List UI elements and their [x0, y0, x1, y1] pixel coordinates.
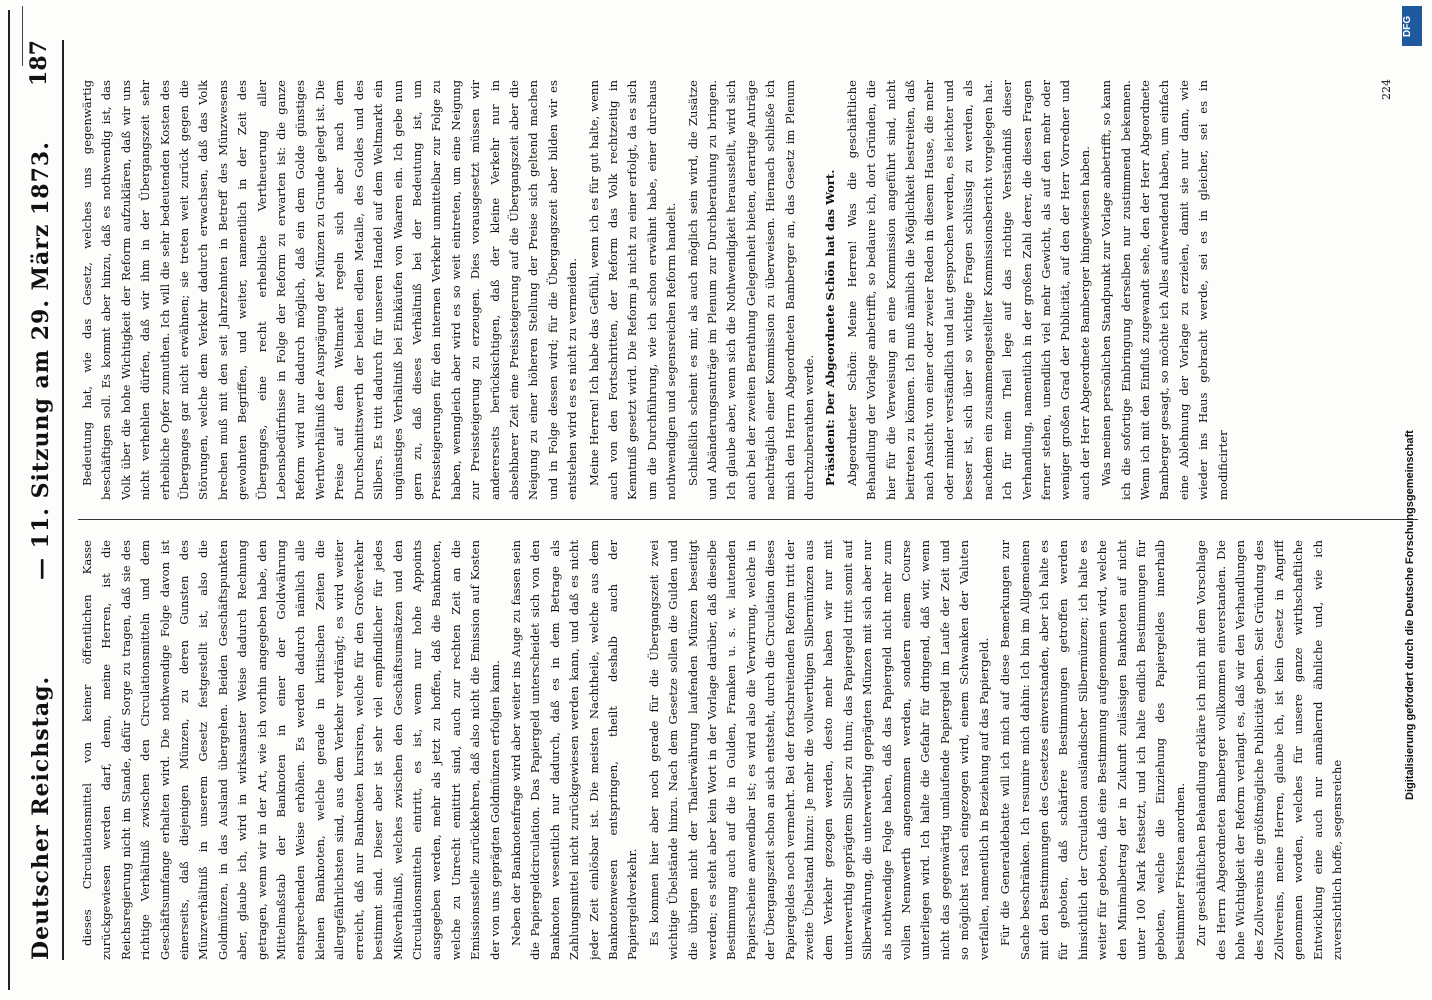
page-header	[22, 40, 62, 960]
page-number: 187	[26, 40, 52, 86]
paragraph: Neben der Banknotenfrage wird aber weiter ins Auge zu fassen sein die Papiergeldcirculation. Das Papiergeld unterscheidet sich von den Banknoten wesentlich nur dadurch, daß es in dem Betrage als Zahlungsmittel nicht zurückgewiesen werden kann, und daß es nicht jeder Zeit einlösbar ist. Die meisten Nachtheile, welche aus dem Banknotenwesen entspringen, theilt deshalb auch der Papiergeldverkehr.	[508, 540, 640, 960]
header-session: — 11. Sitzung am 29. März 1873.	[28, 141, 54, 580]
dfg-logo: DFG	[1402, 6, 1422, 46]
paragraph: Zur geschäftlichen Behandlung erkläre ich mich mit dem Vorschlage des Herrn Abgeordneten Bamberger vollkommen einverstanden. Die hohe Wichtigkeit der Reform verlangt es, daß wir den Verhandlungen des Zollvereins die größtmögliche Publicität geben. Seit Gründung des Zollvereins, meine Herren, glaube ich, ist kein Gesetz in Angriff genommen worden, welches für unsere ganze wirthschaftliche Entwicklung eine auch nur annähernd ähnliche und, wie ich zuversichtlich hoffe, segensreiche	[1194, 540, 1344, 960]
president-line: Präsident: Der Abgeordnete Schön hat das Wort.	[823, 169, 838, 486]
paragraph: Schließlich scheint es mir, als auch möglich sein wird, die Zusätze und Abänderungsanträge im Plenum zur Durchberathung zu bringen. Ich glaube aber, wenn sich die Nothwendigkeit herausstellt, wird sich auch bei der zweiten Berathung Gelegenheit bieten, derartige Anträge nachträglich einer Kommission zu überweisen. Hiernach schließe ich mich den Herrn Abgeordneten Bamberger an, das Gesetz im Plenum durchzuberathen werde.	[685, 80, 817, 500]
signature-mark: 224	[1380, 79, 1393, 100]
paragraph: Es kommen hier aber noch gerade für die Übergangszeit zwei wichtige Übelstände hinzu. Nach dem Gesetze sollen die Gulden und die übrigen nicht der Thalerwährung laufenden Münzen beseitigt werden; es steht aber kein Wort in der Vorlage darüber, daß dieselbe Bestimmung auch auf die in Gulden, Franken u. s. w. lautenden Papierscheine anwendbar ist; es wird also die Verwirrung, welche in der Übergangszeit schon an sich entsteht, durch die Circulation dieses Papiergeldes noch vermehrt. Bei der fortschreitenden Reform tritt der zweite Übelstand hinzu: Je mehr die vollwerthigen Silbermünzen aus dem Verkehr gezogen werden, desto mehr haben wir nur mit unterwerthig geprägtem Silber zu thun; das Papiergeld tritt somit auf Silberwährung, die unterwerthig geprägten Münzen mit sich aber nur als nothwendige Folge haben, daß das Papiergeld nicht mehr zum vollen Nennwerth angenommen werden, sondern einem Course unterliegen wird. Ich halte die Gefahr für dringend, daß wir, wenn nicht das gegenwärtig umlaufende Papiergeld im Laufe der Zeit und so möglichst rasch eingezogen wird, einem Schwanken der Valuten verfallen, namentlich in Beziehung auf das Papiergeld.	[646, 540, 991, 960]
digitization-note: Digitalisierung gefördert durch die Deutsche Forschungsgemeinschaft	[1404, 430, 1416, 800]
speech-paragraph: Was meinen persönlichen Standpunkt zur Vorlage anbetrifft, so kann ich die sofortige Einbringung derselben nur zustimmend bekennen. Wenn ich mit den Einfluß zugewandt sehe, den der Herr Abgeordnete Bamberger gesagt, so möchte ich Alles aufwendend haben, um einfach eine Ablehnung der Vorlage zu erzielen, damit sie nur dann, wie wieder ins Haus gebracht werde, sei es in gleicher, sei es in modificirter	[1099, 80, 1230, 500]
paragraph: Bedeutung hat, wie das Gesetz, welches uns gegenwärtig beschäftigen soll. Es kommt aber hinzu, daß es nothwendig ist, das Volk über die hohe Wichtigkeit der Reform aufzuklären, daß wir uns nicht verhehlen dürfen, daß wir ihm in der Übergangszeit sehr erhebliche Opfer zumuthen. Ich will die sehr bedeutenden Kosten des Überganges gar nicht erwähnen; sie treten weit zurück gegen die Störungen, welche dem Verkehr dadurch erwachsen, daß das Volk brechen muß mit den seit Jahrzehnten in Betreff des Münzwesens gewohnten Begriffen, und weiter, namentlich in der Zeit des Überganges, eine recht erhebliche Vertheuerung aller Lebensbedürfnisse in Folge der Reform zu erwarten ist: die ganze Reform wird nur dadurch möglich, daß ein dem Golde günstiges Werthverhältniß der Ausprägung der Münzen zu Grunde gelegt ist. Die Preise auf dem Weltmarkt regeln sich aber nach dem Durchschnittswerth der beiden edlen Metalle, des Goldes und des Silbers. Es tritt dadurch für unseren Handel auf dem Weltmarkt ein ungünstiges Verhältniß bei Einkäufen von Waaren ein. Ich gebe nun gern zu, daß dieses Verhältniß bei der Bedeutung ist, um Preissteigerungen für den internen Verkehr unmittelbar zur Folge zu haben, wenngleich aber wird es so weit eintreten, um eine Neigung zur Preissteigerung zu erzeugen. Dies vorausgesetzt müssen wir andererseits berücksichtigen, daß der kleine Verkehr nur in absehbarer Zeit eine Preissteigerung auf die Übergangszeit aber die Neigung zu einer höheren Stellung der Preise sich geltend machen und in Folge dessen wird; für die Übergangszeit aber bilden wir es entstehen wird es es nicht zu vermeiden.	[80, 80, 580, 500]
text-column-left	[78, 540, 1418, 960]
paragraph: Meine Herren! Ich habe das Gefühl, wenn ich es für gut halte, wenn auch von den Fortschritten, der Reform das Volk rechtzeitig in Kenntniß gesetzt wird. Die Reform ja nicht zu einer erfolgt, da es sich um die Durchführung, wie ich schon erwähnt habe, einer durchaus nothwendigen und segensreichen Reform handelt.	[586, 80, 679, 500]
column-separator	[78, 519, 1418, 520]
side-attribution	[1400, 0, 1426, 1000]
header-rule	[62, 40, 64, 960]
speech-paragraph: Abgeordneter Schön: Meine Herren! Was die geschäftliche Behandlung der Vorlage anbetrifft, so bedaure ich, dort Gründen, die hier für die Verweisung an eine Kommission angeführt sind, nicht beitreten zu können. Ich muß nämlich die Möglichkeit bestreiten, daß nach Ansicht von einer oder zweier Reden in diesem Hause, die mehr oder minder verständlich und laut gesprochen werden, es leichter und besser ist, sich über so wichtige Fragen schlüssig zu werden, als nachdem ein zusammengestellter Kommissionsbericht vorgelegen hat. Ich für mein Theil lege auf das richtige Verständniß dieser Verhandlung, namentlich in der großen Zahl derer, die diesen Fragen ferner stehen, unendlich viel mehr Gewicht, als auf den mehr oder weniger großen Grad der Publicität, auf den der Herr Vorredner und auch der Herr Abgeordnete Bamberger hingewiesen haben.	[844, 80, 1092, 500]
header-title: Deutscher Reichstag.	[28, 675, 54, 960]
text-column-right	[78, 80, 1418, 500]
paragraph: dieses Circulationsmittel von keiner öffentlichen Kasse zurückgewiesen werden darf, denn, meine Herren, ist die Reichsregierung nicht im Stande, dafür Sorge zu tragen, daß sie des richtige Verhältniß zwischen den Circulationsmitteln und dem Geschäftsumfange erhalten wird. Die nothwendige Folge davon ist einerseits, daß diejenigen Münzen, zu deren Gunsten des Münzverhältniß in unserem Gesetz festgestellt ist, also die Goldmünzen, in das Ausland übergehen. Beiden Geschäftspunkten aber, glaube ich, wird in wirksamster Weise dadurch Rechnung getragen, wenn wir in der Art, wie ich vorhin angegeben habe, den Mittelmaßstab der Banknoten in einer der Goldwährung entsprechenden Weise erhöhen. Es werden dadurch nämlich alle kleinen Banknoten, welche gerade in kritischen Zeiten die allergefährlichsten sind, aus dem Verkehr verdrängt; es wird weiter erreicht, daß nur Banknoten kursiren, welche für den Großverkehr bestimmt sind. Dieser aber ist sehr viel empfindlicher für jedes Mißverhältniß, welches zwischen den Geschäftsumsätzen und den Circulationsmitteln eintritt, es ist, wenn nur hohe Appoints ausgegeben werden, mehr als jetzt zu hoffen, daß die Banknoten, welche zu Unrecht emittirt sind, auch zur rechten Zeit an die Emissionsstelle zurückkehren, daß also nicht die Emission auf Kosten der von uns geprägten Goldmünzen erfolgen kann.	[80, 540, 502, 960]
paragraph: Für die Generaldebatte will ich mich auf diese Bemerkungen zur Sache beschränken. Ich resumire mich dahin: Ich bin im Allgemeinen mit den Bestimmungen des Gesetzes einverstanden, aber ich halte es für geboten, daß schärfere Bestimmungen getroffen werden hinsichtlich der Circulation ausländischer Silbermünzen; ich halte es weiter für geboten, daß eine Bestimmung aufgenommen wird, welche den Minimalbetrag der in Zukunft zulässigen Banknoten auf nicht unter 100 Mark festsetzt, und ich halte endlich Bestimmungen für geboten, welche die Einziehung des Papiergeldes innerhalb bestimmter Fristen anordnen.	[998, 540, 1187, 960]
